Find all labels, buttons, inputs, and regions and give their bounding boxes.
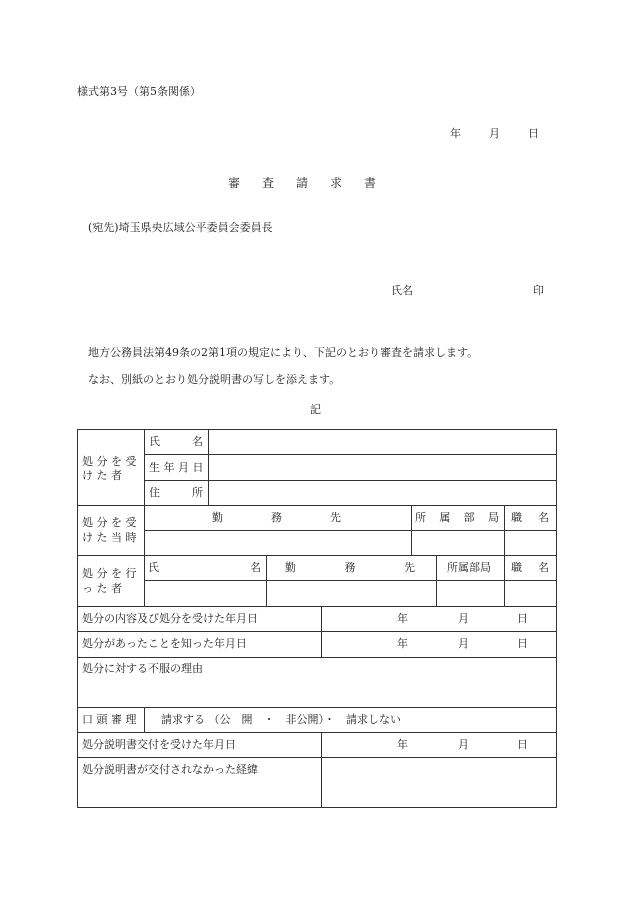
oral-hearing-options[interactable]: 請求する （公 開 ・ 非公開）・ 請求しない (161, 713, 401, 726)
table-rule (321, 606, 322, 657)
table-rule (77, 631, 557, 632)
knew-year-label: 年 (397, 637, 408, 650)
table-rule (144, 707, 145, 732)
actor-department-field[interactable] (437, 581, 504, 606)
recipient-label-line1: 処 分 を 受 (82, 455, 137, 468)
workplace-label-line2: け た 当 時 (82, 531, 137, 544)
label-char: 所 (415, 511, 426, 524)
submission-date (450, 128, 539, 139)
workplace-label-line1: 処 分 を 受 (82, 516, 137, 529)
recipient-name-label (149, 436, 203, 447)
actor-label-line2: っ た 者 (82, 582, 122, 595)
form-number: 様式第3号（第5条関係） (77, 85, 201, 98)
workplace-department-field[interactable] (412, 531, 504, 555)
addressee: (宛先)埼玉県央広域公平委員会委員長 (88, 221, 273, 234)
table-rule (77, 555, 557, 556)
title-char: 書 (364, 176, 377, 190)
date-year-label: 年 (450, 127, 461, 140)
actor-label-line1: 処 分 を 行 (82, 567, 137, 580)
label-char: 住 (149, 486, 160, 499)
not-delivered-label: 処分説明書が交付されなかった経緯 (82, 763, 258, 776)
title-char: 求 (330, 176, 343, 190)
table-border (77, 429, 78, 808)
delivered-year-label: 年 (397, 738, 408, 751)
table-rule (144, 429, 145, 606)
actor-office-field[interactable] (267, 581, 436, 606)
table-rule (77, 707, 557, 708)
label-char: 先 (330, 511, 341, 524)
table-rule (77, 657, 557, 658)
actor-name-header (148, 562, 261, 573)
workplace-position-field[interactable] (505, 531, 556, 555)
workplace-office-header (212, 512, 341, 523)
label-char: 名 (538, 511, 549, 524)
delivered-month-label: 月 (458, 738, 469, 751)
reason-label: 処分に対する不服の理由 (82, 662, 203, 675)
recipient-name-field[interactable] (209, 430, 556, 454)
label-char: 務 (271, 511, 282, 524)
label-char: 先 (404, 561, 415, 574)
label-char: 部 (463, 511, 475, 524)
recipient-birthdate-field[interactable] (209, 455, 556, 480)
date-month-label: 月 (489, 127, 500, 140)
label-char: 職 (511, 561, 522, 574)
content-year-label: 年 (397, 612, 408, 625)
table-border (77, 807, 557, 808)
title-char: 審 (228, 176, 241, 190)
actor-position-header (511, 562, 549, 573)
label-char: 氏 (148, 561, 159, 574)
delivered-day-label: 日 (517, 738, 528, 751)
workplace-position-header (511, 512, 549, 523)
request-form-table (77, 429, 557, 808)
attachment-paragraph: なお、別紙のとおり処分説明書の写しを添えます。 (88, 373, 341, 386)
recipient-address-field[interactable] (209, 481, 556, 505)
knew-month-label: 月 (458, 637, 469, 650)
workplace-department-header (415, 512, 499, 523)
label-char: 氏 (149, 435, 160, 448)
recipient-address-label (149, 487, 203, 498)
request-paragraph: 地方公務員法第49条の2第1項の規定により、下記のとおり審査を請求します。 (88, 346, 479, 359)
workplace-office-field[interactable] (145, 531, 411, 555)
oral-hearing-label: 口 頭 審 理 (82, 713, 137, 726)
actor-name-field[interactable] (145, 581, 266, 606)
recipient-birthdate-label: 生 年 月 日 (149, 461, 204, 474)
label-char: 名 (250, 561, 261, 574)
knew-date-label: 処分があったことを知った年月日 (82, 637, 247, 650)
title-char: 請 (296, 176, 309, 190)
label-char: 局 (487, 511, 499, 524)
label-char: 属 (439, 511, 451, 524)
ki-heading: 記 (310, 403, 321, 416)
actor-office-header (285, 562, 415, 573)
delivered-date-label: 処分説明書交付を受けた年月日 (82, 738, 236, 751)
not-delivered-field[interactable] (322, 758, 556, 807)
label-char: 勤 (285, 561, 296, 574)
table-border (556, 429, 557, 808)
recipient-label-line2: け た 者 (82, 469, 122, 482)
label-char: 所 (192, 486, 203, 499)
content-date-label: 処分の内容及び処分を受けた年月日 (82, 612, 258, 625)
content-day-label: 日 (517, 612, 528, 625)
label-char: 名 (192, 435, 203, 448)
table-rule (77, 505, 557, 506)
label-char: 名 (538, 561, 549, 574)
content-month-label: 月 (458, 612, 469, 625)
table-rule (77, 606, 557, 607)
reason-field[interactable] (78, 677, 556, 707)
label-char: 勤 (212, 511, 223, 524)
label-char: 務 (344, 561, 356, 574)
title-char: 査 (262, 176, 275, 190)
page-title (228, 177, 398, 189)
label-char: 職 (511, 511, 522, 524)
applicant-name-label: 氏名 (391, 284, 413, 297)
table-rule (77, 732, 557, 733)
knew-day-label: 日 (517, 637, 528, 650)
actor-department-header: 所属部局 (447, 561, 491, 574)
actor-position-field[interactable] (505, 581, 556, 606)
seal-label: 印 (533, 284, 544, 297)
date-day-label: 日 (528, 127, 539, 140)
